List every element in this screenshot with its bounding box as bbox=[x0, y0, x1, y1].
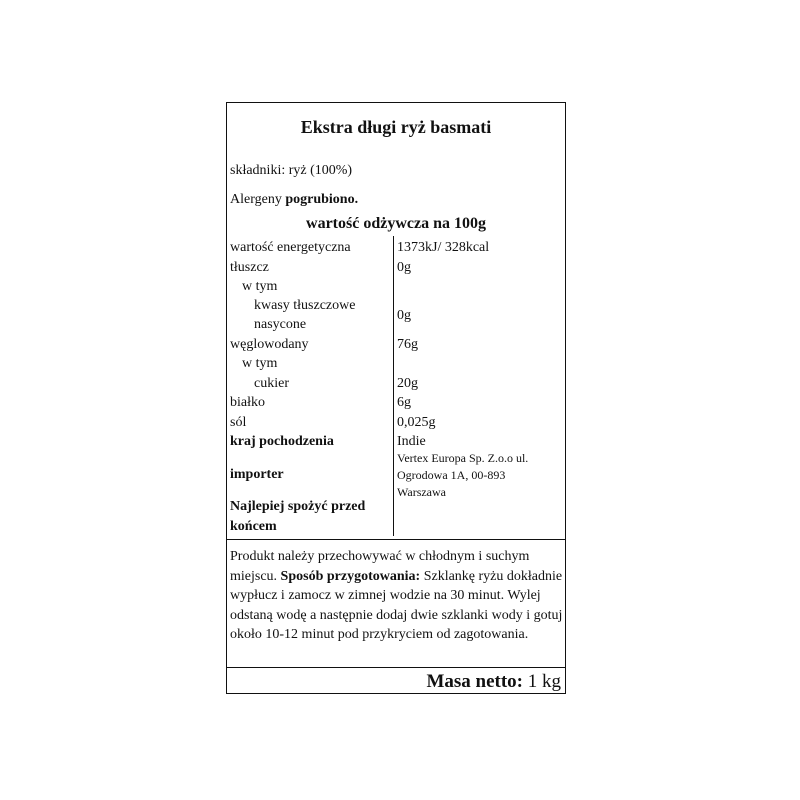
best-before-line-2 bbox=[230, 517, 277, 536]
row-saturated-label-1: kwasy tłuszczowe bbox=[254, 298, 356, 313]
allergens-bold: pogrubiono. bbox=[285, 192, 359, 207]
importer-line-1: Vertex Europa Sp. Z.o.o ul. bbox=[397, 451, 529, 465]
allergens-note bbox=[230, 190, 358, 209]
row-saturated-label-2: nasycone bbox=[254, 317, 307, 332]
allergens-prefix: Alergeny bbox=[230, 192, 286, 207]
row-fat-label: tłuszcz bbox=[230, 260, 269, 275]
origin-label-text: kraj pochodzenia bbox=[230, 434, 334, 449]
row-fat-of-which: w tym bbox=[242, 279, 278, 294]
importer-label bbox=[230, 465, 284, 484]
nutrition-header: wartość odżywcza na 100g bbox=[306, 215, 486, 232]
importer-line-2: Ogrodowa 1A, 00-893 bbox=[397, 468, 506, 482]
table-divider bbox=[393, 236, 394, 536]
net-weight-label: Masa netto: bbox=[426, 671, 523, 692]
best-before-text-1: Najlepiej spożyć przed bbox=[230, 499, 366, 514]
prep-text: Szklankę ryżu dokładnie wypłucz i zamocz w zimnej wodzie na 30 minut. Wylej odstaną wodę a następnie dodaj dwie szklanki wody i gotuj około 10-12 minut pod przykryciem od zagotowania. bbox=[230, 568, 563, 642]
ingredients-text: składniki: ryż (100%) bbox=[230, 163, 353, 178]
origin-label bbox=[230, 432, 334, 451]
row-protein-label: białko bbox=[230, 395, 265, 410]
row-protein-value: 6g bbox=[397, 395, 411, 410]
best-before-text-2: końcem bbox=[230, 519, 277, 534]
row-carbs-value: 76g bbox=[397, 337, 418, 352]
row-fat-value: 0g bbox=[397, 260, 411, 275]
row-carbs-label: węglowodany bbox=[230, 337, 309, 352]
nutrition-label bbox=[226, 102, 566, 694]
row-salt-value: 0,025g bbox=[397, 415, 436, 430]
storage-paragraph bbox=[230, 547, 564, 645]
product-title: Ekstra długi ryż basmati bbox=[300, 117, 492, 137]
prep-label: Sposób przygotowania: bbox=[280, 568, 421, 584]
importer-label-text: importer bbox=[230, 467, 284, 482]
divider-netto bbox=[227, 667, 565, 668]
best-before-line-1 bbox=[230, 497, 365, 516]
row-saturated-value: 0g bbox=[397, 308, 411, 323]
origin-value: Indie bbox=[397, 434, 426, 449]
importer-line-3: Warszawa bbox=[397, 485, 447, 499]
row-sugar-label: cukier bbox=[254, 376, 289, 391]
row-energy-label: wartość energetyczna bbox=[230, 240, 351, 255]
net-weight bbox=[426, 671, 561, 693]
row-sugar-value: 20g bbox=[397, 376, 418, 391]
row-carbs-of-which: w tym bbox=[242, 356, 278, 371]
net-weight-value: 1 kg bbox=[523, 671, 561, 692]
row-salt-label: sól bbox=[230, 415, 247, 430]
divider-storage bbox=[227, 539, 565, 540]
row-energy-value: 1373kJ/ 328kcal bbox=[397, 240, 490, 255]
storage-text: Produkt należy przechowywać w chłodnym i suchym miejscu. bbox=[230, 549, 530, 584]
